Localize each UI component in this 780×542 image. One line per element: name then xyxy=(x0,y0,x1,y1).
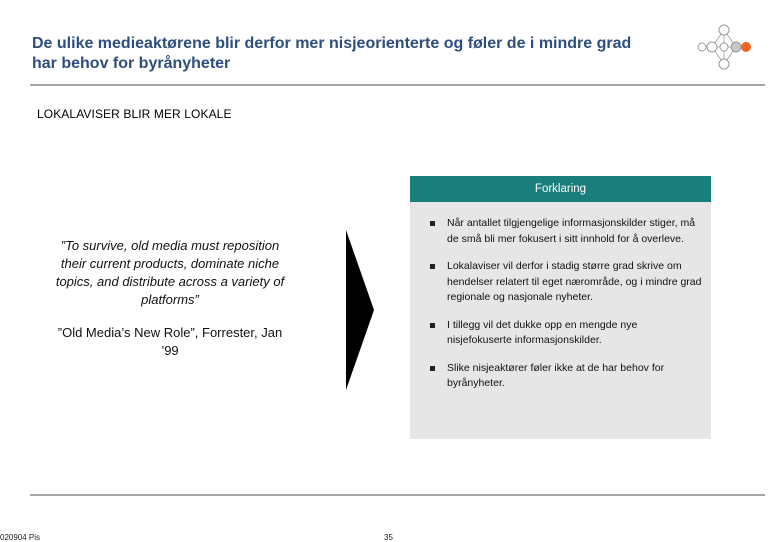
list-item-text: I tillegg vil det dukke opp en mengde nye nisjefokuserte informasjonskilder. xyxy=(447,318,638,346)
top-divider xyxy=(30,84,765,86)
slide-title: De ulike medieaktørene blir derfor mer nisjeorienterte og føler de i mindre grad har behov for byrånyheter xyxy=(32,35,632,72)
list-item xyxy=(428,318,704,349)
quote-text: ”To survive, old media must reposition their current products, dominate niche topics, and distribute across a variety of platforms” xyxy=(55,238,285,307)
quote-source: ”Old Media’s New Role”, Forrester, Jan ’99 xyxy=(57,325,283,358)
list-item xyxy=(428,216,704,247)
footer-code: 020904 Pis xyxy=(0,533,41,542)
network-nodes-logo xyxy=(694,22,754,72)
square-bullet-icon xyxy=(430,323,435,328)
panel-header: Forklaring xyxy=(410,176,711,202)
bottom-divider xyxy=(30,494,765,496)
page-number: 35 xyxy=(384,533,393,542)
section-title: LOKALAVISER BLIR MER LOKALE xyxy=(37,107,232,121)
list-item xyxy=(428,361,704,392)
list-item xyxy=(428,259,704,306)
list-item-text: Lokalaviser vil derfor i stadig større grad skrive om hendelser relatert til eget nærområde, og i mindre grad regionale og nasjonale nyheter. xyxy=(447,260,702,303)
explanation-list xyxy=(428,216,704,404)
square-bullet-icon xyxy=(430,221,435,226)
explanation-panel xyxy=(410,176,711,439)
list-item-text: Når antallet tilgjengelige informasjonskilder stiger, må de små bli mer fokusert i sitt innhold for å overleve. xyxy=(447,217,696,245)
chevron-right-icon xyxy=(346,230,374,390)
list-item-text: Slike nisjeaktører føler ikke at de har behov for byrånyheter. xyxy=(447,361,665,389)
square-bullet-icon xyxy=(430,264,435,269)
square-bullet-icon xyxy=(430,366,435,371)
